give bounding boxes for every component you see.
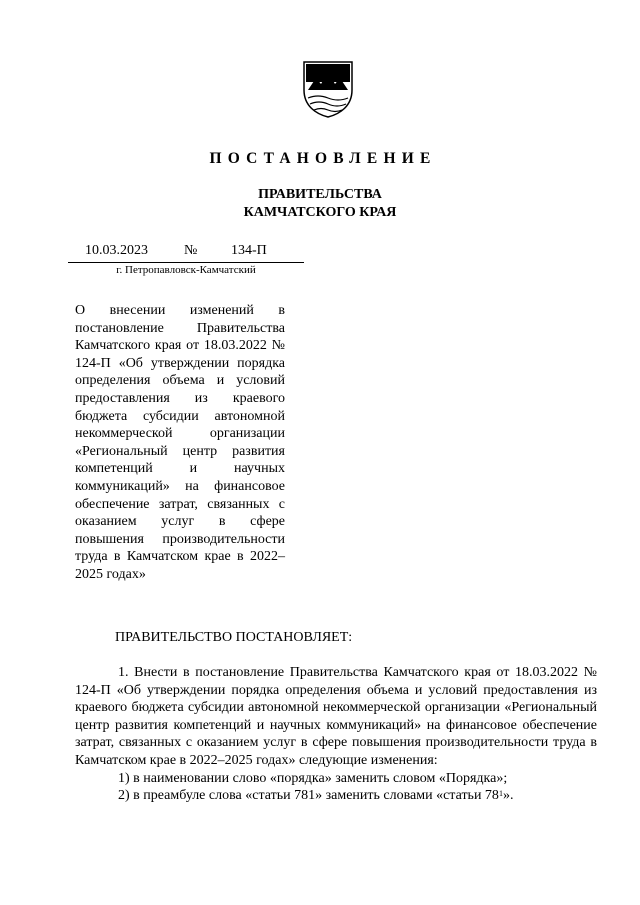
paragraph-2: 1) в наименовании слово «порядка» заменить словом «Порядка»; bbox=[118, 770, 508, 786]
number-sign: № bbox=[184, 243, 198, 258]
paragraph-3 bbox=[75, 787, 597, 805]
superscript: 1 bbox=[498, 789, 503, 799]
coat-of-arms-icon bbox=[302, 60, 354, 118]
issuer-line-1: ПРАВИТЕЛЬСТВА bbox=[258, 187, 382, 202]
issuer-name bbox=[0, 186, 640, 222]
document-body bbox=[75, 664, 597, 805]
issuer-line-2: КАМЧАТСКОГО КРАЯ bbox=[243, 205, 397, 220]
city-name: г. Петропавловск-Камчатский bbox=[116, 264, 256, 276]
document-title: ПОСТАНОВЛЕНИЕ bbox=[209, 150, 437, 167]
paragraph-3-text: 2) в преамбуле слова «статьи 781» заменить словами «статьи 78 bbox=[118, 788, 499, 804]
date-number-row bbox=[68, 243, 304, 263]
document-number: 134-П bbox=[231, 243, 267, 258]
date-underline bbox=[68, 262, 304, 263]
document-subject: О внесении изменений в постановление Правительства Камчатского края от 18.03.2022 № 124-П «Об утверждении порядка определения объема и условий предоставления из краевого бюджета субсидии автономной некоммерческой организации «Региональный центр развития компетенций и научных коммуникаций» на финансовое обеспечение затрат, связанных с оказанием услуг в сфере повышения производительности труда в Камчатском крае в 2022–2025 годах» bbox=[75, 303, 285, 582]
document-date: 10.03.2023 bbox=[85, 243, 148, 258]
decree-heading: ПРАВИТЕЛЬСТВО ПОСТАНОВЛЯЕТ: bbox=[115, 630, 353, 645]
paragraph-1: 1. Внести в постановление Правительства Камчатского края от 18.03.2022 № 124-П «Об утверждении порядка определения объема и условий предоставления из краевого бюджета субсидии автономной некоммерческой организации «Региональный центр развития компетенций и научных коммуникаций» на финансовое обеспечение затрат, связанных с оказанием услуг в сфере повышения производительности труда в Камчатском крае в 2022–2025 годах» следующие изменения: bbox=[75, 665, 597, 768]
paragraph-3-end: ». bbox=[502, 788, 514, 804]
